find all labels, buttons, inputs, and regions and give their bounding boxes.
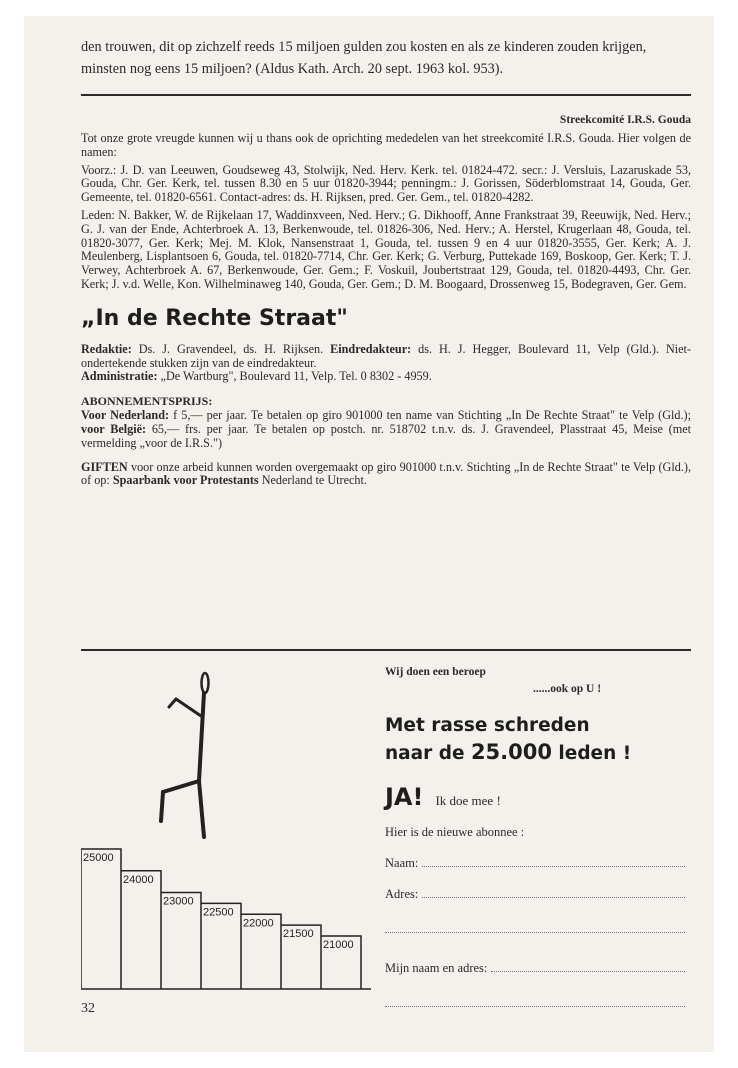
page-number: 32: [81, 1001, 95, 1016]
stair-label: 22000: [243, 917, 274, 930]
own-address-label: Mijn naam en adres:: [385, 961, 488, 975]
address-input-line[interactable]: [422, 887, 685, 898]
address-label: Adres:: [385, 887, 419, 901]
headline-line-2a: naar de: [385, 743, 471, 764]
eindred-text: ds. H. J. Hegger, Boulevard 11, Velp (Gld.). Niet-ondertekende stukken zijn van de eindredakteur.: [81, 341, 691, 370]
stair-label: 21000: [323, 939, 354, 951]
stair-bar: [121, 871, 161, 989]
address-extra-line[interactable]: [385, 922, 685, 933]
intro-paragraph: den trouwen, dit op zichzelf reeds 15 miljoen gulden zou kosten en als ze kinderen zouden krijgen, minsten nog eens 15 miljoen? (Aldus Kath. Arch. 20 sept. 1963 kol. 953).: [81, 39, 647, 77]
stair-label: 25000: [83, 852, 114, 864]
colofon-title: „In de Rechte Straat": [81, 305, 348, 331]
stair-label: 21500: [283, 928, 314, 941]
gift-label: GIFTEN: [81, 459, 128, 474]
own-address-extra-line[interactable]: [385, 996, 685, 1007]
stair-bar: [81, 849, 121, 989]
stair-label: 23000: [163, 895, 194, 908]
own-address-input-line[interactable]: [491, 961, 685, 972]
subscription-form: [385, 666, 685, 1007]
membership-staircase-chart: [81, 661, 381, 996]
abonnement-heading: ABONNEMENTSPRIJS:: [81, 394, 213, 409]
be-label: voor België:: [81, 421, 147, 436]
comite-members: Leden: N. Bakker, W. de Rijkelaan 17, Waddinxveen, Ned. Herv.; G. Dikhooff, Anne Frankstraat 39, Reeuwijk, Ned. Herv.; G. J. van der Ende, Achterbroek A. 13, Berkenwoude, tel. 01826-306, Ned. Herv.; A. Herstel, Krugerlaan 48, Gouda, tel. 01820-3077, Ger. Kerk; Mej. M. Klok, Nansenstraat 1, Gouda, tel. tussen 9 en 4 uur 01820-3555, Ger. Kerk; A. J. Meulenberg, Lisplantsoen 6, Gouda, tel. 01820-7714, Chr. Ger. Kerk; G. Verburg, Puttekade 169, Boskoop, Ger. Kerk; T. J. Verwey, Achterbroek A. 67, Berkenwoude, Ger. Gem.; F. Voskuil, Joubertstraat 129, Gouda, tel. 01820-4493, Chr. Ger. Kerk; J. v.d. Welle, Kon. Wilhelminaweg 140, Gouda, Ger. Gem.; D. M. Boogaard, Drossenweg 15, Bodegraven, Ger. Gem.: [81, 207, 691, 291]
name-label: Naam:: [385, 856, 419, 870]
colofon-redaktie: [81, 343, 691, 384]
ja-line: [385, 783, 685, 811]
name-field[interactable]: [385, 856, 685, 871]
admin-text: „De Wartburg", Boulevard 11, Velp. Tel. 0 8302 - 4959.: [157, 369, 432, 384]
divider-bottom: [81, 649, 691, 651]
be-text: 65,— frs. per jaar. Te betalen op postch. nr. 518702 t.n.v. ds. J. Gravendeel, Plasstraat 45, Meise (met vermelding „voor de I.R.S."): [81, 421, 691, 450]
comite-intro: Tot onze grote vreugde kunnen wij u thans ook de oprichting mededelen van het streekcomité I.R.S. Gouda. Hier volgen de namen:: [81, 131, 691, 159]
comite-title: Streekcomité I.R.S. Gouda: [559, 114, 691, 126]
giften-text: [81, 461, 691, 489]
ja-word: JA!: [385, 783, 424, 811]
redaktie-label: Redaktie:: [81, 341, 132, 356]
eindred-label: Eindredakteur:: [330, 341, 412, 356]
comite-board: Voorz.: J. D. van Leeuwen, Goudseweg 43, Stolwijk, Ned. Herv. Kerk. tel. 01824-472. secr.: J. Versluis, Lazaruskade 53, Gouda, Chr. Ger. Kerk, tel. tussen 8.30 en 5 uur 01820-3944; penningm.: J. Gorissen, Söderblomstraat 14, Gouda, Ger. Gemeente, tel. 01820-6561. Contact-adres: ds. H. Rijksen, pred. Ger. Gem., tel. 01820-4282.: [81, 162, 691, 205]
headline-line-2b: leden !: [551, 743, 632, 764]
climbing-figure-icon: [161, 673, 209, 837]
address-field[interactable]: [385, 887, 685, 902]
stair-label: 22500: [203, 906, 234, 919]
form-headline: [385, 713, 685, 767]
nl-text: f 5,— per jaar. Te betalen op giro 901000 ten name van Stichting „In De Rechte Straat" te Velp (Gld.);: [169, 408, 691, 423]
abonnement-text: [81, 409, 691, 450]
divider-top: [81, 94, 691, 96]
nl-label: Voor Nederland:: [81, 408, 170, 423]
ja-text: Ik doe mee !: [435, 793, 501, 808]
admin-label: Administratie:: [81, 369, 158, 384]
stair-label: 24000: [123, 873, 154, 886]
name-input-line[interactable]: [422, 856, 685, 867]
page: [24, 16, 714, 1052]
subscriber-line: Hier is de nieuwe abonnee :: [385, 825, 525, 839]
redaktie-text: Ds. J. Gravendeel, ds. H. Rijksen.: [131, 341, 331, 356]
headline-number: 25.000: [470, 740, 552, 764]
gift-body: voor onze arbeid kunnen worden overgemaakt op giro 901000 t.n.v. Stichting „In de Rechte Straat" te Velp (Gld.), of op:: [81, 459, 691, 488]
gift-bank: Spaarbank voor Protestants: [112, 473, 259, 488]
gift-tail: Nederland te Utrecht.: [258, 473, 367, 488]
own-address-field[interactable]: [385, 961, 685, 976]
headline-line-1: Met rasse schreden: [385, 715, 590, 736]
article-content: [81, 36, 691, 492]
appeal-line-1: Wij doen een beroep: [385, 666, 486, 678]
appeal-line-2: ......ook op U !: [533, 683, 602, 695]
